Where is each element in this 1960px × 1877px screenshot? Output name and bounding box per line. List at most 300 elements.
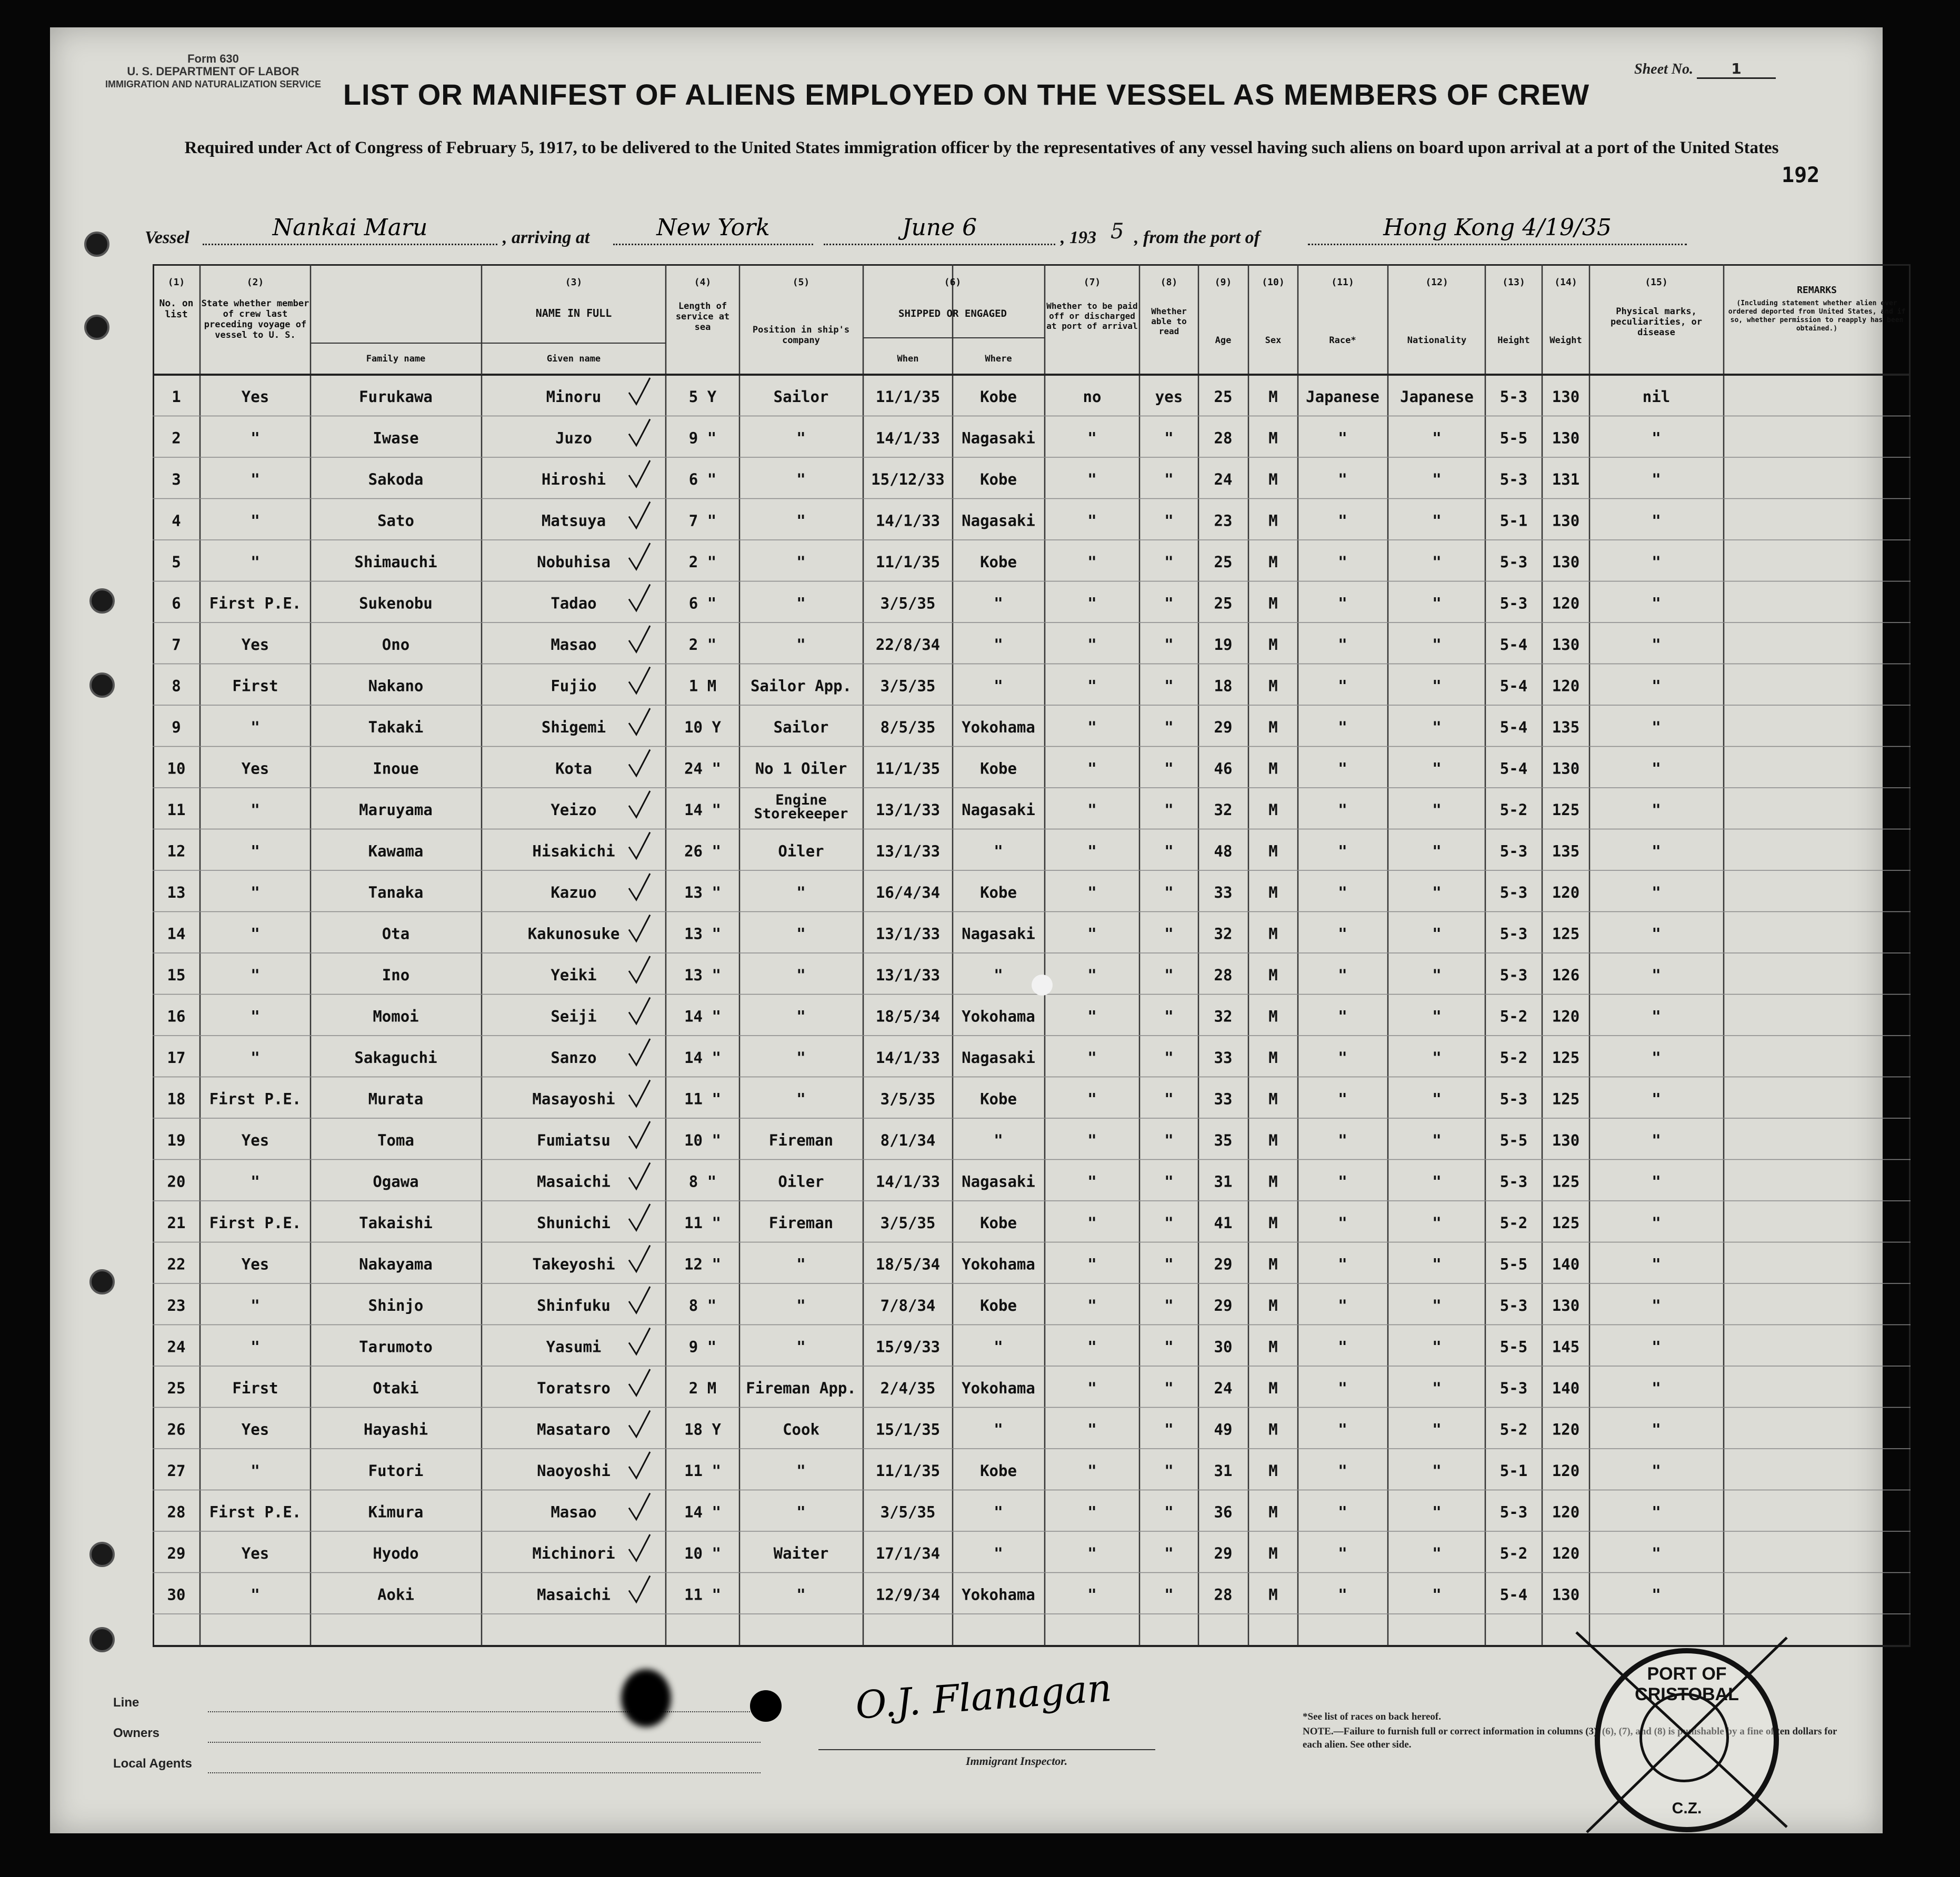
cell-text: 12: [167, 842, 186, 860]
cell-text: 29: [1214, 1255, 1233, 1273]
cell-text: 18: [167, 1090, 186, 1108]
header-crew-status: State whether member: [201, 298, 309, 309]
cell-text: ": [1338, 677, 1347, 695]
cell-text: ": [1164, 966, 1174, 984]
cell-text: Fireman: [768, 1214, 834, 1232]
column-number: (8): [1160, 277, 1178, 288]
cell-text: ": [1087, 677, 1097, 695]
cell-text: Fireman: [768, 1131, 834, 1149]
cell-text: ": [1432, 884, 1442, 901]
cell-text: ": [1652, 1503, 1661, 1521]
cell-text: 14 ": [684, 1007, 721, 1026]
binder-hole: [84, 232, 109, 257]
cell-text: 25: [1214, 553, 1233, 571]
cell-text: Kobe: [980, 388, 1017, 406]
check-mark: [629, 1576, 650, 1602]
cell-text: 125: [1552, 1214, 1580, 1232]
cell-text: 14 ": [684, 1503, 721, 1521]
header-crew-status: of crew last: [223, 309, 288, 319]
arriving-port: New York: [613, 214, 813, 245]
cell-text: ": [994, 1420, 1003, 1439]
cell-text: ": [1432, 511, 1442, 530]
cell-text: ": [1432, 1255, 1442, 1273]
cell-text: ": [1432, 718, 1442, 736]
cell-text: ": [1432, 1544, 1442, 1562]
cell-text: Shigemi: [541, 718, 606, 736]
cell-text: ": [1087, 1462, 1097, 1480]
cell-text: 14/1/33: [875, 1172, 941, 1191]
check-mark: [629, 956, 650, 982]
cell-text: 125: [1552, 1049, 1580, 1067]
cell-text: ": [1164, 1255, 1174, 1273]
cell-text: ": [994, 966, 1003, 984]
cell-text: First P.E.: [209, 1090, 302, 1108]
binder-hole: [89, 1269, 115, 1294]
cell-text: ": [1432, 1503, 1442, 1521]
cell-text: M: [1268, 677, 1278, 695]
cell-text: 3/5/35: [880, 1090, 936, 1108]
cell-text: ": [1652, 1379, 1661, 1397]
cell-text: ": [796, 1338, 806, 1356]
cell-text: Matsuya: [541, 511, 606, 530]
check-mark: [629, 419, 650, 446]
cell-text: Sailor: [773, 388, 829, 406]
cell-text: 5-2: [1499, 1420, 1528, 1439]
cell-text: 5-3: [1499, 966, 1528, 984]
cell-text: Shimauchi: [354, 553, 437, 571]
stamp-top-text: PORT OF CRISTOBAL: [1635, 1664, 1739, 1704]
header-paid-off: Whether to be paid: [1046, 301, 1138, 311]
cell-text: ": [994, 636, 1003, 654]
cell-text: 3/5/35: [880, 1214, 936, 1232]
cell-text: ": [251, 801, 260, 819]
cell-text: M: [1268, 1090, 1278, 1108]
vessel-label: Vessel: [145, 228, 189, 247]
cell-text: ": [1087, 1255, 1097, 1273]
cell-text: 6 ": [688, 594, 717, 613]
cell-text: 120: [1552, 677, 1580, 695]
cell-text: Yeiki: [551, 966, 597, 984]
cell-text: 6 ": [688, 470, 717, 488]
cell-text: ": [1652, 1585, 1661, 1604]
cell-text: 18/5/34: [875, 1007, 941, 1026]
line-rule: [208, 1711, 761, 1712]
check-mark: [629, 832, 650, 859]
cell-text: Kobe: [980, 1297, 1017, 1314]
cell-text: M: [1268, 1214, 1278, 1232]
cell-text: ": [251, 925, 260, 943]
cell-text: Yokohama: [962, 1379, 1035, 1397]
cell-text: 5-3: [1499, 842, 1528, 860]
cell-text: Nagasaki: [962, 511, 1035, 530]
binder-hole: [89, 588, 115, 614]
cell-text: 135: [1552, 842, 1580, 860]
header-when: When: [897, 354, 919, 364]
cell-text: ": [1338, 801, 1347, 819]
cell-text: ": [1164, 842, 1174, 860]
cell-text: 5-2: [1499, 1007, 1528, 1026]
cell-text: ": [1164, 1462, 1174, 1480]
cell-text: Engine: [775, 792, 827, 808]
manifest-table: [153, 264, 1911, 1695]
cell-text: Nagasaki: [962, 1172, 1035, 1191]
cell-text: ": [251, 966, 260, 984]
cell-text: ": [1164, 1503, 1174, 1521]
sheet-value: 1: [1697, 60, 1776, 79]
cell-text: Hayashi: [363, 1420, 428, 1439]
header-remarks-note: obtained.): [1796, 325, 1838, 333]
cell-text: M: [1268, 1007, 1278, 1026]
cell-text: 120: [1552, 1544, 1580, 1562]
cell-text: Masaichi: [537, 1172, 611, 1191]
cell-text: ": [251, 511, 260, 530]
column-number: (13): [1502, 277, 1525, 288]
cell-text: ": [796, 553, 806, 571]
cell-text: Kakunosuke: [527, 925, 620, 943]
column-number: (9): [1214, 277, 1232, 288]
arrival-date: June 6: [824, 214, 1055, 245]
cell-text: 14/1/33: [875, 1049, 941, 1067]
cell-text: 5-4: [1499, 759, 1528, 778]
inspector-signature: O.J. Flanagan: [854, 1665, 1113, 1728]
cell-text: Nagasaki: [962, 925, 1035, 943]
cell-text: ": [796, 884, 806, 901]
cell-text: Michinori: [532, 1544, 615, 1562]
cell-text: ": [1338, 594, 1347, 613]
cell-text: 13 ": [684, 884, 721, 901]
cell-text: Masayoshi: [532, 1090, 615, 1108]
cell-text: ": [251, 884, 260, 901]
cell-text: Iwase: [373, 429, 419, 447]
cell-text: Yokohama: [962, 718, 1035, 736]
column-number: (10): [1262, 277, 1285, 288]
cell-text: M: [1268, 1049, 1278, 1067]
cell-text: ": [796, 1049, 806, 1067]
cell-text: 120: [1552, 1420, 1580, 1439]
cell-text: ": [1164, 925, 1174, 943]
cell-text: ": [1087, 884, 1097, 901]
cell-text: Oiler: [778, 1172, 824, 1191]
cell-text: 16/4/34: [875, 884, 941, 901]
cell-text: Kobe: [980, 1214, 1017, 1232]
cell-text: ": [1087, 1090, 1097, 1108]
cell-text: 11 ": [684, 1585, 721, 1604]
cell-text: 28: [167, 1503, 186, 1521]
cell-text: M: [1268, 759, 1278, 778]
cell-text: ": [1164, 1585, 1174, 1604]
header-no-on-list: list: [165, 309, 188, 320]
cell-text: ": [1652, 1544, 1661, 1562]
cell-text: 130: [1552, 1585, 1580, 1604]
check-mark: [629, 585, 650, 611]
column-number: (7): [1083, 277, 1101, 288]
sheet-label: Sheet No.: [1634, 61, 1693, 77]
cell-text: ": [1432, 1338, 1442, 1356]
cell-text: ": [251, 1172, 260, 1191]
cell-text: 130: [1552, 1131, 1580, 1149]
cell-text: 14 ": [684, 1049, 721, 1067]
cell-text: First P.E.: [209, 1503, 302, 1521]
column-number: (2): [246, 277, 264, 288]
cell-text: ": [1338, 511, 1347, 530]
header-remarks-note: (Including statement whether alien ever: [1736, 299, 1897, 307]
cell-text: ": [994, 842, 1003, 860]
cell-text: Kota: [555, 759, 592, 778]
cell-text: ": [1338, 884, 1347, 901]
cell-text: Ota: [382, 925, 410, 943]
cell-text: ": [251, 1297, 260, 1314]
cell-text: 15: [167, 966, 186, 984]
cell-text: 32: [1214, 925, 1233, 943]
cell-text: 46: [1214, 759, 1233, 778]
cell-text: ": [251, 1585, 260, 1604]
cell-text: ": [1652, 1338, 1661, 1356]
races-note: *See list of races on back hereof.: [1303, 1711, 1441, 1722]
cell-text: 18 Y: [684, 1420, 721, 1439]
header-height: Height: [1497, 335, 1530, 346]
cell-text: Aoki: [377, 1585, 414, 1604]
cell-text: ": [1338, 1585, 1347, 1604]
cell-text: 5-4: [1499, 636, 1528, 654]
cell-text: ": [796, 1297, 806, 1314]
cell-text: 2: [172, 429, 181, 447]
cell-text: 10 ": [684, 1131, 721, 1149]
cell-text: Juzo: [555, 429, 592, 447]
column-number: (1): [167, 277, 185, 288]
cell-text: 36: [1214, 1503, 1233, 1521]
cell-text: 130: [1552, 429, 1580, 447]
cell-text: ": [1164, 1049, 1174, 1067]
header-given-name: Given name: [546, 354, 601, 364]
cell-text: ": [1087, 1172, 1097, 1191]
cell-text: Sailor App.: [750, 677, 852, 695]
cell-text: 5-5: [1499, 1131, 1528, 1149]
cell-text: 9 ": [688, 1338, 717, 1356]
cell-text: Masaichi: [537, 1585, 611, 1604]
cell-text: M: [1268, 1420, 1278, 1439]
cell-text: ": [796, 925, 806, 943]
cell-text: Shunichi: [537, 1214, 611, 1232]
cell-text: ": [1652, 718, 1661, 736]
cell-text: ": [1652, 429, 1661, 447]
cell-text: Kobe: [980, 759, 1017, 778]
cell-text: ": [1432, 1297, 1442, 1314]
cell-text: Tarumoto: [359, 1338, 433, 1356]
check-mark: [629, 998, 650, 1024]
cell-text: 13/1/33: [875, 842, 941, 860]
cell-text: No 1 Oiler: [755, 759, 847, 778]
year-suffix: 5: [1111, 219, 1124, 244]
cell-text: ": [1087, 801, 1097, 819]
cell-text: Yes: [241, 636, 269, 654]
cell-text: 13: [167, 884, 186, 901]
cell-text: 2/4/35: [880, 1379, 936, 1397]
cell-text: Ono: [382, 636, 410, 654]
cell-text: M: [1268, 388, 1278, 406]
cell-text: ": [1432, 677, 1442, 695]
cell-text: Masao: [551, 1503, 597, 1521]
cell-text: ": [1338, 470, 1347, 488]
cell-text: Yes: [241, 1255, 269, 1273]
cell-text: M: [1268, 1255, 1278, 1273]
cell-text: 33: [1214, 884, 1233, 901]
cell-text: First: [232, 1379, 278, 1397]
cell-text: 5-3: [1499, 470, 1528, 488]
check-mark: [629, 1246, 650, 1272]
check-mark: [629, 667, 650, 694]
cell-text: 13/1/33: [875, 801, 941, 819]
cell-text: 5: [172, 553, 181, 571]
cell-text: 29: [1214, 718, 1233, 736]
cell-text: ": [1338, 1214, 1347, 1232]
cell-text: 120: [1552, 1462, 1580, 1480]
check-mark: [629, 1493, 650, 1520]
cell-text: 16: [167, 1007, 186, 1026]
cell-text: 3/5/35: [880, 677, 936, 695]
cell-text: ": [1087, 1338, 1097, 1356]
cell-text: ": [1087, 1007, 1097, 1026]
cell-text: 18: [1214, 677, 1233, 695]
line-label: Line: [113, 1695, 139, 1710]
cell-text: ": [796, 511, 806, 530]
cell-text: ": [1087, 966, 1097, 984]
cell-text: M: [1268, 553, 1278, 571]
cell-text: 18/5/34: [875, 1255, 941, 1273]
stamp-bottom-text: C.Z.: [1672, 1800, 1702, 1817]
cell-text: Tanaka: [368, 884, 424, 901]
cell-text: 8 ": [688, 1297, 717, 1314]
cell-text: 24: [1214, 470, 1233, 488]
cell-text: ": [1087, 718, 1097, 736]
cell-text: Otaki: [373, 1379, 419, 1397]
cell-text: ": [1432, 966, 1442, 984]
cell-text: 15/1/35: [875, 1420, 941, 1439]
cell-text: M: [1268, 1297, 1278, 1314]
cell-text: ": [1338, 1172, 1347, 1191]
cell-text: M: [1268, 594, 1278, 613]
cell-text: ": [1652, 470, 1661, 488]
cell-text: ": [1338, 1379, 1347, 1397]
cell-text: ": [1652, 594, 1661, 613]
binder-hole: [89, 1627, 115, 1652]
cell-text: ": [1652, 553, 1661, 571]
cell-text: Masao: [551, 636, 597, 654]
cell-text: 11/1/35: [875, 759, 941, 778]
header-able-to-read: able to: [1151, 316, 1187, 326]
cell-text: 11/1/35: [875, 1462, 941, 1480]
cell-text: ": [1432, 759, 1442, 778]
cell-text: yes: [1155, 388, 1183, 406]
cell-text: 24: [1214, 1379, 1233, 1397]
cell-text: 5-3: [1499, 1172, 1528, 1191]
cell-text: First P.E.: [209, 594, 302, 613]
cell-text: ": [1164, 429, 1174, 447]
cell-text: ": [251, 470, 260, 488]
check-mark: [629, 791, 650, 817]
cell-text: Oiler: [778, 842, 824, 860]
cell-text: ": [1087, 1214, 1097, 1232]
cell-text: ": [1087, 759, 1097, 778]
cell-text: Ogawa: [373, 1172, 419, 1191]
column-number: (4): [694, 277, 712, 288]
cell-text: 29: [167, 1544, 186, 1562]
cell-text: ": [1087, 1585, 1097, 1604]
cell-text: 125: [1552, 1172, 1580, 1191]
cell-text: 5-3: [1499, 884, 1528, 901]
cell-text: ": [251, 1462, 260, 1480]
cell-text: 19: [167, 1131, 186, 1149]
column-number: (5): [792, 277, 810, 288]
cell-text: Inoue: [373, 759, 419, 778]
cell-text: ": [1164, 636, 1174, 654]
cell-text: ": [1338, 718, 1347, 736]
vessel-line: [145, 214, 1724, 251]
header-length-of-service: sea: [694, 322, 711, 333]
cell-text: 11/1/35: [875, 388, 941, 406]
agents-rule: [208, 1772, 761, 1773]
cell-text: ": [251, 718, 260, 736]
cell-text: ": [1338, 759, 1347, 778]
cell-text: ": [1164, 1544, 1174, 1562]
cell-text: Fumiatsu: [537, 1131, 611, 1149]
cell-text: 131: [1552, 470, 1580, 488]
cell-text: 1: [172, 388, 181, 406]
cell-text: 13/1/33: [875, 966, 941, 984]
check-mark: [629, 1328, 650, 1354]
cell-text: ": [1338, 1503, 1347, 1521]
check-mark: [629, 1204, 650, 1230]
cell-text: Nakayama: [359, 1255, 433, 1273]
cell-text: ": [251, 1338, 260, 1356]
cell-text: M: [1268, 884, 1278, 901]
cell-text: 23: [167, 1297, 186, 1314]
cell-text: Takaki: [368, 718, 424, 736]
check-mark: [629, 1039, 650, 1065]
cell-text: 5-3: [1499, 553, 1528, 571]
cell-text: Japanese: [1306, 388, 1379, 406]
cell-text: M: [1268, 1338, 1278, 1356]
cell-text: ": [1338, 966, 1347, 984]
cell-text: ": [251, 1007, 260, 1026]
cell-text: ": [796, 1503, 806, 1521]
cell-text: M: [1268, 966, 1278, 984]
cell-text: ": [796, 1090, 806, 1108]
cell-text: ": [1087, 1420, 1097, 1439]
cell-text: Nagasaki: [962, 801, 1035, 819]
cell-text: Kobe: [980, 470, 1017, 488]
header-remarks-note: ordered deported from United States, and if: [1728, 308, 1906, 316]
cell-text: ": [1338, 636, 1347, 654]
cell-text: ": [1432, 470, 1442, 488]
check-mark: [629, 1534, 650, 1561]
cell-text: Minoru: [546, 388, 602, 406]
cell-text: 33: [1214, 1090, 1233, 1108]
cell-text: 32: [1214, 801, 1233, 819]
cell-text: 5-3: [1499, 1090, 1528, 1108]
check-mark: [629, 502, 650, 528]
cell-text: 120: [1552, 1007, 1580, 1026]
cell-text: ": [1652, 842, 1661, 860]
page-subtitle: Required under Act of Congress of February 5, 1917, to be delivered to the United States immigration officer by the representatives of any vessel having such aliens on board upon arrival at a port of the United States: [184, 138, 1779, 157]
header-crew-status: preceding voyage of: [204, 319, 307, 330]
cell-text: ": [1087, 1049, 1097, 1067]
cell-text: ": [1652, 677, 1661, 695]
cell-text: Kobe: [980, 1090, 1017, 1108]
cell-text: ": [796, 470, 806, 488]
cell-text: 12/9/34: [875, 1585, 941, 1604]
cell-text: ": [1652, 1255, 1661, 1273]
cell-text: 130: [1552, 1297, 1580, 1314]
